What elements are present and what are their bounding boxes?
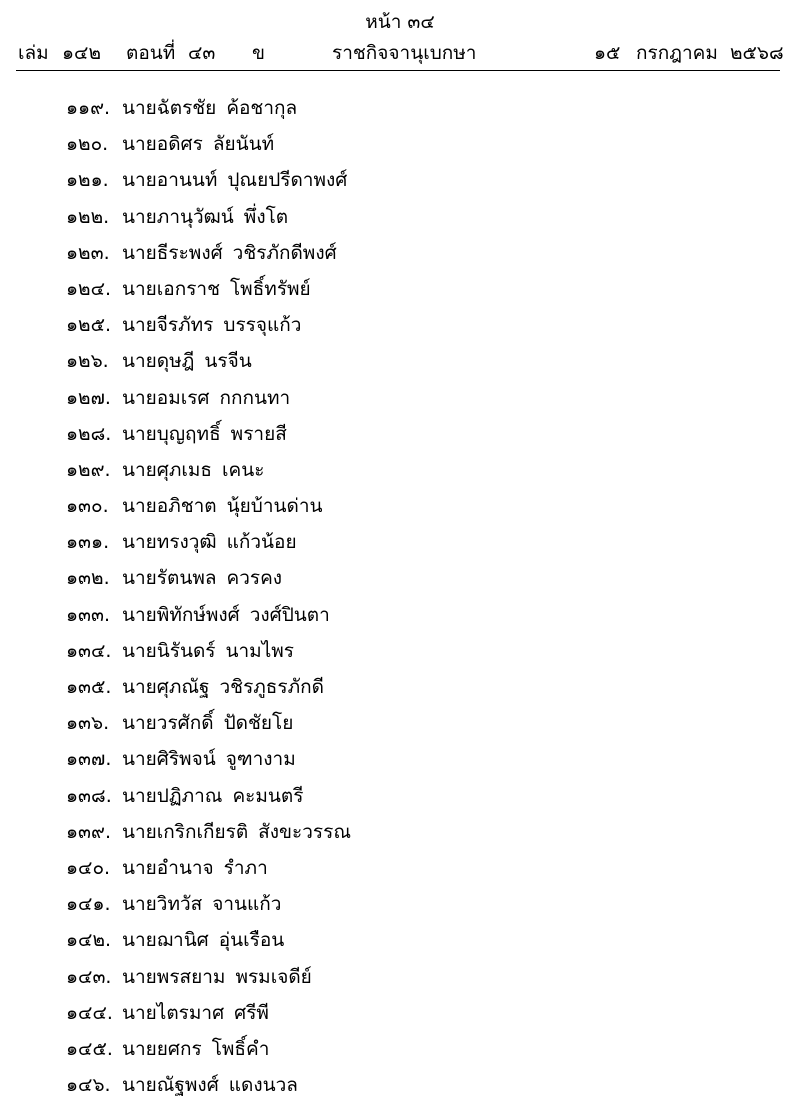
item-number: ๑๒๔. xyxy=(66,277,112,300)
item-number: ๑๔๕. xyxy=(66,1037,113,1060)
list-item xyxy=(66,93,351,129)
page-number: หน้า ๓๔ xyxy=(365,11,435,33)
list-item xyxy=(66,998,351,1034)
item-surname: พรมเจดีย์ xyxy=(235,965,312,988)
section-number: ๔๓ xyxy=(188,42,216,64)
list-item xyxy=(66,925,351,961)
item-name: นายดุษฎี xyxy=(122,350,195,373)
date-month: กรกฎาคม xyxy=(636,42,718,64)
date-year: ๒๕๖๘ xyxy=(730,42,784,64)
item-number: ๑๓๘. xyxy=(66,784,112,807)
item-surname: ควรคง xyxy=(226,567,283,590)
list-item xyxy=(66,383,351,419)
item-surname: ปัดชัยโย xyxy=(223,712,294,735)
list-item xyxy=(66,744,351,780)
item-number: ๑๓๑. xyxy=(66,531,110,554)
list-item xyxy=(66,346,351,382)
list-item xyxy=(66,708,351,744)
header-divider xyxy=(16,70,780,71)
item-surname: เคนะ xyxy=(222,458,265,481)
item-name: นายจีรภัทร xyxy=(122,314,214,337)
item-surname: ปุณยปรีดาพงศ์ xyxy=(227,169,348,192)
name-list xyxy=(66,93,351,1106)
item-name: นายอำนาจ xyxy=(122,856,214,879)
list-item xyxy=(66,165,351,201)
item-surname: ค้อชากุล xyxy=(226,97,298,119)
item-name: นายอมเรศ xyxy=(122,386,210,409)
item-name: นายพิทักษ์พงศ์ xyxy=(122,603,240,626)
list-item xyxy=(66,202,351,238)
item-surname: จานแก้ว xyxy=(212,893,282,916)
volume-label: เล่ม xyxy=(18,42,49,64)
item-number: ๑๔๑. xyxy=(66,893,111,916)
item-name: นายบุญฤทธิ์ xyxy=(122,422,221,445)
list-item xyxy=(66,455,351,491)
item-surname: กกกนทา xyxy=(219,386,291,409)
item-name: นายอดิศร xyxy=(122,133,203,156)
item-name: นายปฏิภาณ xyxy=(122,784,223,807)
item-surname: บรรจุแก้ว xyxy=(223,314,302,337)
item-number: ๑๓๕. xyxy=(66,676,112,698)
list-item xyxy=(66,419,351,455)
item-number: ๑๓๙. xyxy=(66,820,112,843)
list-item xyxy=(66,1034,351,1070)
item-name: นายศุภณัฐ xyxy=(122,676,210,698)
item-name: นายวรศักดิ์ xyxy=(122,712,214,735)
item-surname: พรายสี xyxy=(230,422,287,445)
item-number: ๑๒๗. xyxy=(66,386,111,409)
item-name: นายไตรมาศ xyxy=(122,1001,225,1024)
gazette-header xyxy=(18,38,784,68)
item-surname: นามไพร xyxy=(225,639,294,662)
item-surname: วชิรภูธรภักดี xyxy=(219,676,324,698)
list-item xyxy=(66,129,351,165)
item-name: นายฉัตรชัย xyxy=(122,97,217,119)
list-item xyxy=(66,889,351,925)
item-number: ๑๔๓. xyxy=(66,965,112,988)
item-surname: วชิรภักดีพงศ์ xyxy=(232,241,337,264)
item-name: นายศุภเมธ xyxy=(122,458,212,481)
item-name: นายทรงวุฒิ xyxy=(122,531,217,554)
item-name: นายพรสยาม xyxy=(122,965,226,988)
list-item xyxy=(66,781,351,817)
item-number: ๑๒๘. xyxy=(66,422,112,445)
list-item xyxy=(66,853,351,889)
item-surname: นุ้ยบ้านด่าน xyxy=(226,495,323,518)
item-name: นายอานนท์ xyxy=(122,169,218,192)
item-number: ๑๓๗. xyxy=(66,748,112,771)
item-number: ๑๒๓. xyxy=(66,241,110,264)
item-number: ๑๒๐. xyxy=(66,133,109,156)
item-surname: อุ่นเรือน xyxy=(218,929,285,952)
item-number: ๑๓๐. xyxy=(66,495,109,518)
gazette-name: ราชกิจจานุเบกษา xyxy=(332,42,477,64)
list-item xyxy=(66,600,351,636)
item-surname: นรจีน xyxy=(204,350,252,373)
item-number: ๑๔๔. xyxy=(66,1001,113,1024)
item-number: ๑๑๙. xyxy=(66,97,111,119)
item-surname: รำภา xyxy=(223,856,268,879)
item-surname: สังขะวรรณ xyxy=(258,820,351,843)
list-item xyxy=(66,563,351,599)
item-surname: วงศ์ปินตา xyxy=(249,603,330,626)
item-number: ๑๓๒. xyxy=(66,567,110,590)
item-name: นายเกริกเกียรติ xyxy=(122,820,249,843)
list-item xyxy=(66,672,351,708)
item-number: ๑๒๙. xyxy=(66,458,111,481)
list-item xyxy=(66,817,351,853)
item-name: นายศิริพจน์ xyxy=(122,748,216,771)
item-number: ๑๒๕. xyxy=(66,314,112,337)
list-item xyxy=(66,238,351,274)
list-item xyxy=(66,1070,351,1106)
list-item xyxy=(66,636,351,672)
item-number: ๑๓๖. xyxy=(66,712,110,735)
item-number: ๑๔๒. xyxy=(66,929,112,952)
item-name: นายวิทวัส xyxy=(122,893,203,916)
item-name: นายธีระพงศ์ xyxy=(122,241,223,264)
item-surname: แก้วน้อย xyxy=(226,531,297,554)
item-name: นายยศกร xyxy=(122,1037,202,1060)
item-name: นายอภิชาต xyxy=(122,495,217,518)
item-surname: ศรีพี xyxy=(234,1001,269,1024)
item-surname: คะมนตรี xyxy=(232,784,304,807)
volume-number: ๑๔๒ xyxy=(62,42,101,64)
list-item xyxy=(66,527,351,563)
item-name: นายฌานิศ xyxy=(122,929,209,952)
item-number: ๑๓๓. xyxy=(66,603,111,626)
item-number: ๑๒๑. xyxy=(66,169,109,192)
list-item xyxy=(66,491,351,527)
item-name: นายณัฐพงศ์ xyxy=(122,1074,219,1097)
item-surname: พึ่งโต xyxy=(243,205,289,228)
item-surname: จูฑางาม xyxy=(225,748,296,771)
item-surname: ลัยนันท์ xyxy=(212,133,275,156)
item-number: ๑๒๒. xyxy=(66,205,110,228)
item-name: นายรัตนพล xyxy=(122,567,217,590)
section-label: ตอนที่ xyxy=(126,42,176,64)
item-surname: โพธิ์ทรัพย์ xyxy=(229,277,311,300)
item-name: นายภานุวัฒน์ xyxy=(122,205,234,228)
section-letter: ข xyxy=(252,42,265,64)
list-item xyxy=(66,962,351,998)
item-number: ๑๔๖. xyxy=(66,1074,111,1097)
item-surname: โพธิ์คำ xyxy=(211,1037,270,1060)
item-number: ๑๔๐. xyxy=(66,856,111,879)
item-name: นายนิรันดร์ xyxy=(122,639,216,662)
item-name: นายเอกราช xyxy=(122,277,220,300)
item-number: ๑๒๖. xyxy=(66,350,109,373)
item-surname: แดงนวล xyxy=(228,1074,298,1097)
list-item xyxy=(66,310,351,346)
item-number: ๑๓๔. xyxy=(66,639,112,662)
date-day: ๑๕ xyxy=(594,42,621,64)
list-item xyxy=(66,274,351,310)
